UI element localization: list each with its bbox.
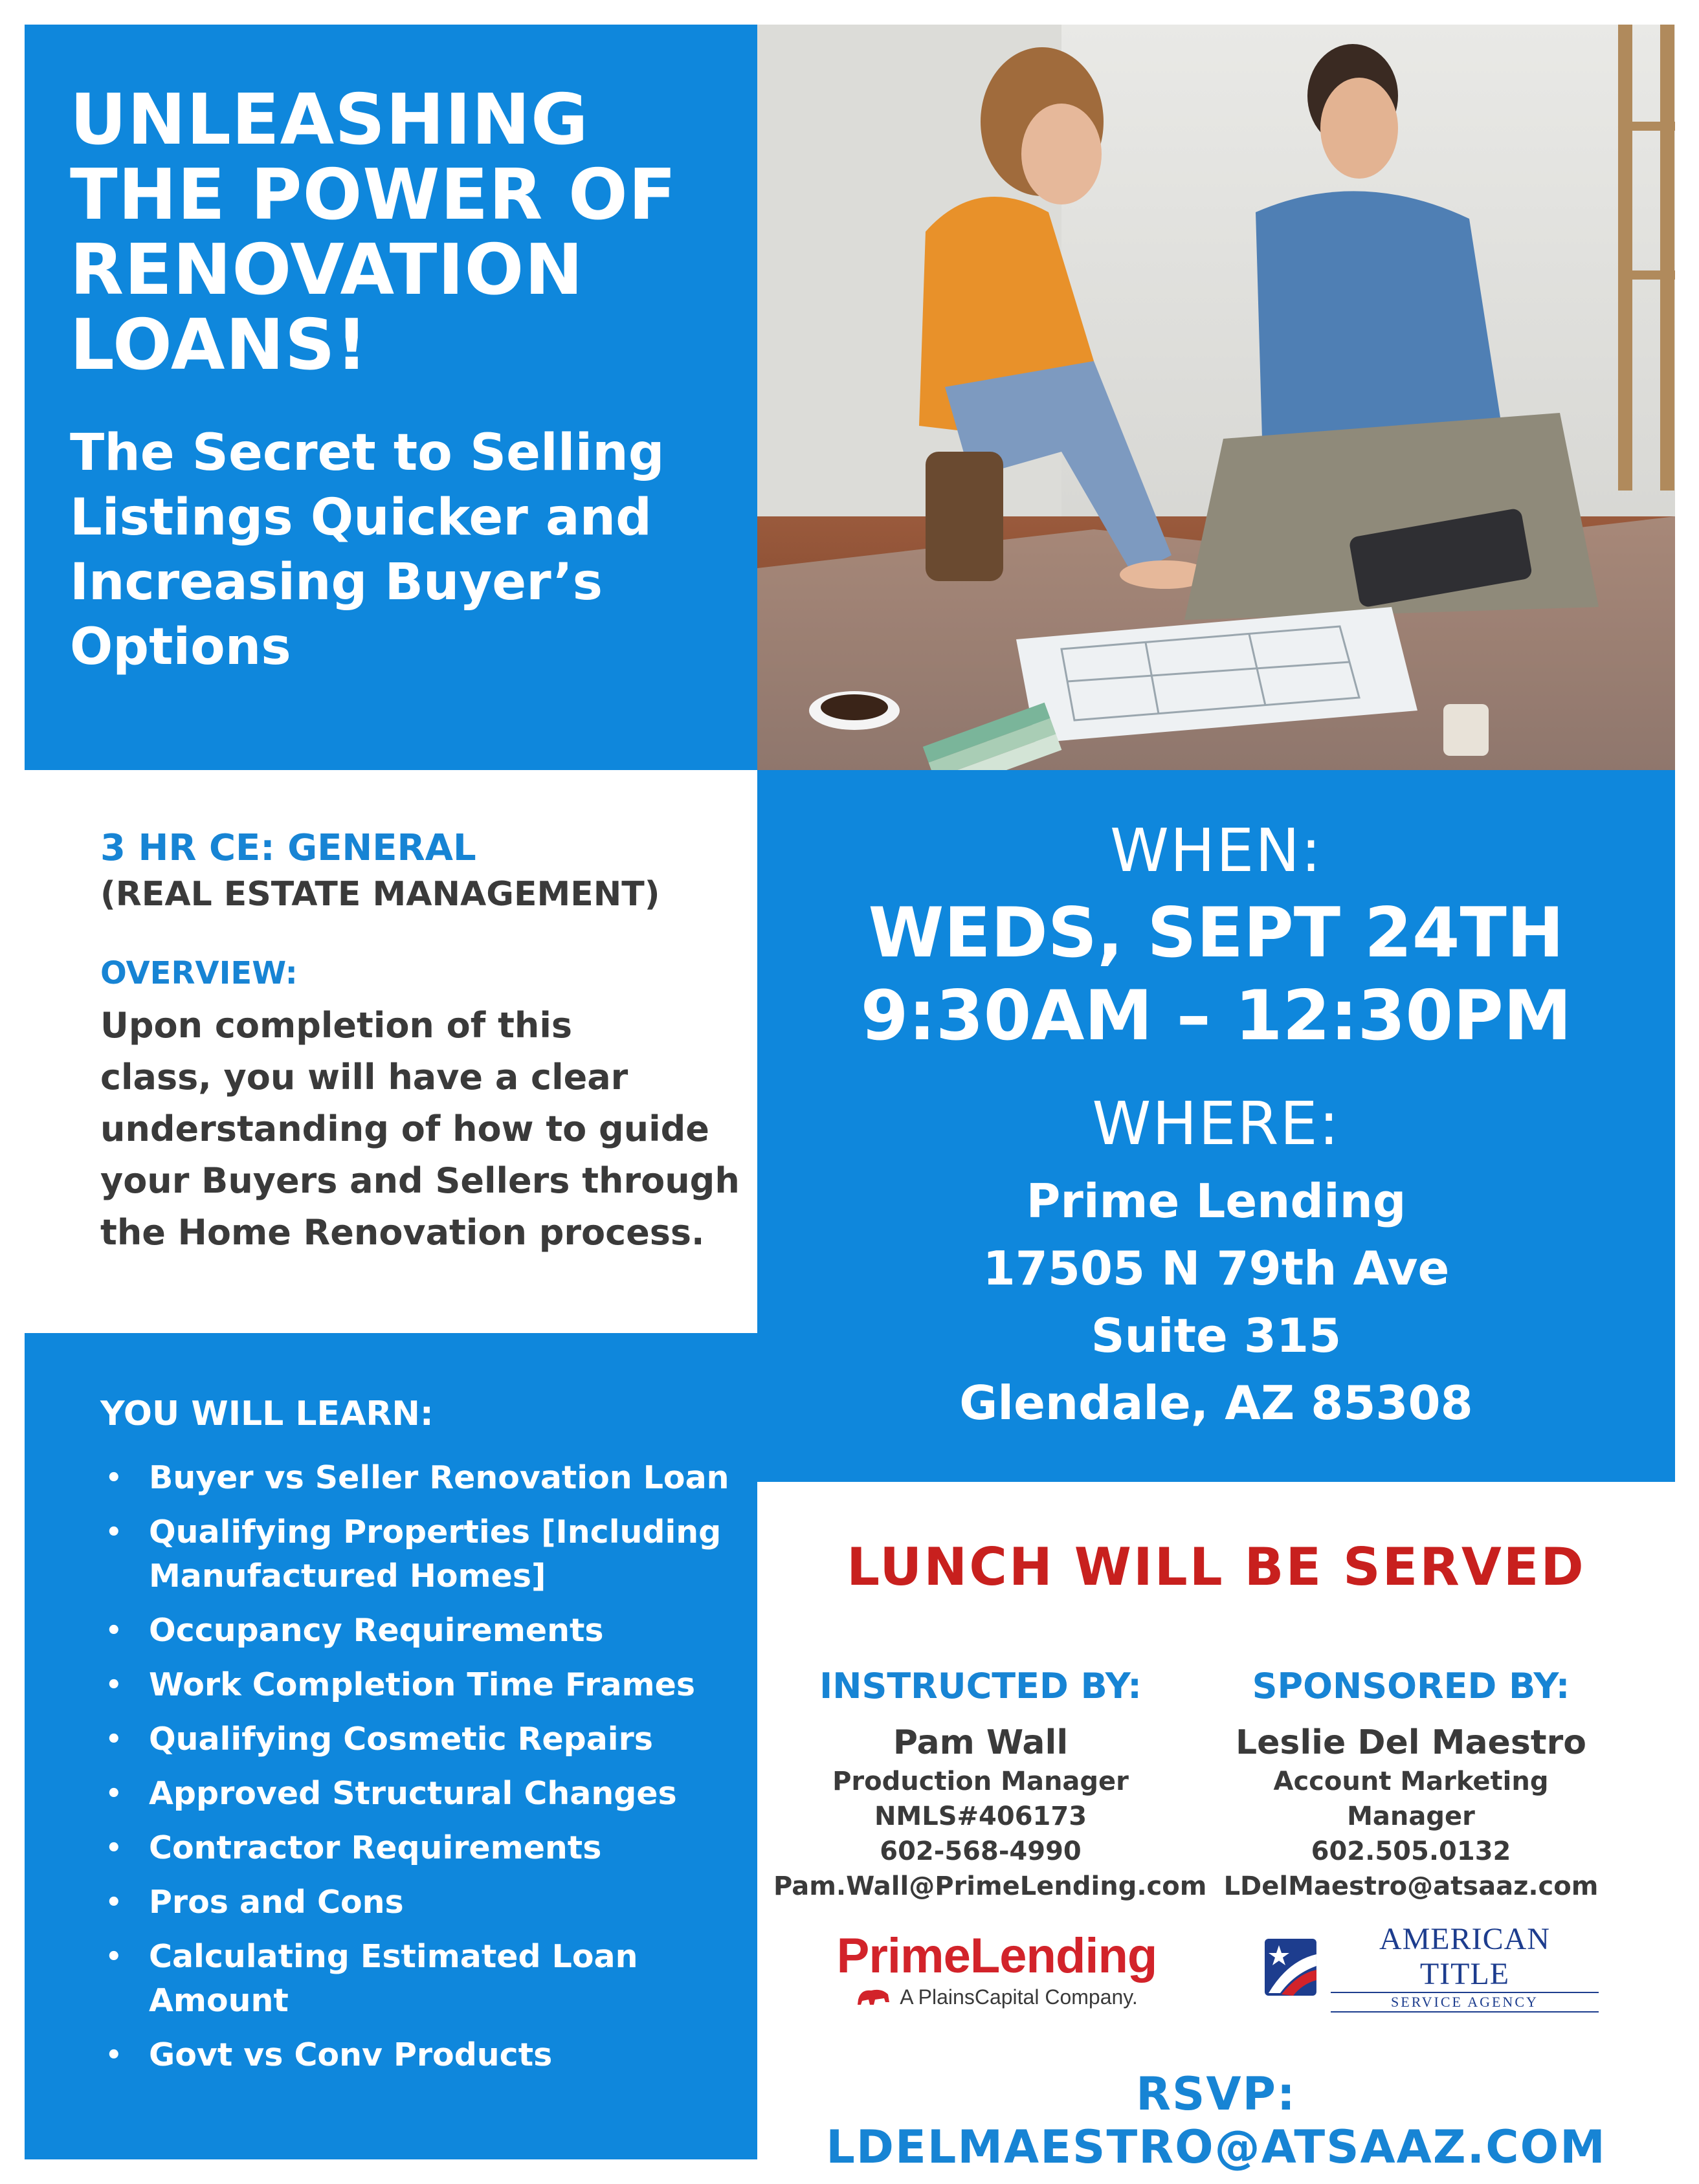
list-item: • Qualifying Cosmetic Repairs xyxy=(100,1717,761,1761)
when-label: WHEN: xyxy=(1109,816,1323,885)
sponsor-email[interactable]: LDelMaestro@atsaaz.com xyxy=(1223,1871,1599,1901)
subtitle-line: Listings Quicker and xyxy=(70,489,652,547)
instructor-title: Production Manager xyxy=(832,1767,1129,1796)
overview-label: OVERVIEW: xyxy=(100,955,298,991)
address-line: Glendale, AZ 85308 xyxy=(959,1376,1473,1430)
event-details xyxy=(757,815,1675,1437)
title-line: THE POWER OF xyxy=(70,155,677,236)
primelending-wordmark: PrimeLending xyxy=(836,1928,1157,1983)
instructor-heading: INSTRUCTED BY: xyxy=(819,1666,1142,1706)
address-line: Suite 315 xyxy=(1091,1308,1342,1363)
list-item: • Approved Structural Changes xyxy=(100,1772,761,1816)
overview-line: Upon completion of this xyxy=(100,1005,572,1046)
event-date: WEDS, SEPT 24TH xyxy=(868,893,1564,973)
list-item: • Contractor Requirements xyxy=(100,1826,761,1870)
address-line: Prime Lending xyxy=(1026,1174,1406,1228)
list-item: • Calculating Estimated Loan Amount xyxy=(100,1935,761,2023)
subtitle-line: The Secret to Selling xyxy=(70,424,665,482)
sponsor-heading: SPONSORED BY: xyxy=(1252,1666,1570,1706)
subtitle-line: Options xyxy=(70,618,291,676)
sponsor-contact xyxy=(1204,1663,1618,1904)
american-title-subtitle: SERVICE AGENCY xyxy=(1331,1992,1599,2013)
rsvp-email[interactable]: RSVP: LDELMAESTRO@ATSAAZ.COM xyxy=(826,2068,1606,2174)
instructor-phone[interactable]: 602-568-4990 xyxy=(880,1837,1082,1866)
list-item: • Occupancy Requirements xyxy=(100,1609,761,1653)
course-info xyxy=(100,825,741,1259)
american-title-logo xyxy=(1262,1922,1599,2010)
instructor-name: Pam Wall xyxy=(893,1723,1069,1762)
subtitle xyxy=(70,421,756,679)
overview-line: the Home Renovation process. xyxy=(100,1212,705,1253)
overview-text xyxy=(100,1000,741,1259)
learn-heading: YOU WILL LEARN: xyxy=(100,1395,434,1433)
where-label: WHERE: xyxy=(1092,1089,1340,1158)
flag-swoosh-icon xyxy=(1262,1935,1320,2000)
lunch-notice: LUNCH WILL BE SERVED xyxy=(847,1537,1586,1597)
sponsor-title: Account Marketing xyxy=(1273,1767,1549,1796)
overview-line: understanding of how to guide xyxy=(100,1109,709,1149)
primelending-logo xyxy=(828,1928,1165,2010)
overview-line: class, you will have a clear xyxy=(100,1057,628,1098)
instructor-contact xyxy=(773,1663,1207,1904)
ce-label: 3 HR CE: GENERAL xyxy=(100,827,476,869)
list-item: • Govt vs Conv Products xyxy=(100,2033,761,2077)
title-line: LOANS! xyxy=(70,305,368,386)
address-line: 17505 N 79th Ave xyxy=(983,1241,1450,1296)
title-line: RENOVATION xyxy=(70,230,584,311)
event-time: 9:30AM – 12:30PM xyxy=(860,976,1572,1055)
list-item: • Qualifying Properties [Including Manufactured Homes] xyxy=(100,1510,761,1598)
sponsor-name: Leslie Del Maestro xyxy=(1235,1723,1586,1762)
learn-list xyxy=(100,1456,761,2088)
bison-icon xyxy=(856,1985,892,2009)
couple-renovation-photo xyxy=(757,25,1675,770)
list-item: • Buyer vs Seller Renovation Loan xyxy=(100,1456,761,1500)
overview-line: your Buyers and Sellers through xyxy=(100,1160,740,1201)
main-title xyxy=(70,80,756,386)
instructor-email[interactable]: Pam.Wall@PrimeLending.com xyxy=(773,1871,1207,1901)
primelending-tagline: A PlainsCapital Company. xyxy=(900,1985,1138,2009)
american-title-wordmark: AMERICAN TITLE xyxy=(1379,1922,1550,1991)
sponsor-title: Manager xyxy=(1347,1802,1475,1831)
instructor-nmls: NMLS#406173 xyxy=(874,1802,1087,1831)
title-line: UNLEASHING xyxy=(70,80,589,160)
list-item: • Work Completion Time Frames xyxy=(100,1663,761,1707)
sponsor-phone[interactable]: 602.505.0132 xyxy=(1311,1837,1511,1866)
ce-category: (REAL ESTATE MANAGEMENT) xyxy=(100,875,660,914)
subtitle-line: Increasing Buyer’s xyxy=(70,553,603,612)
list-item: • Pros and Cons xyxy=(100,1881,761,1925)
